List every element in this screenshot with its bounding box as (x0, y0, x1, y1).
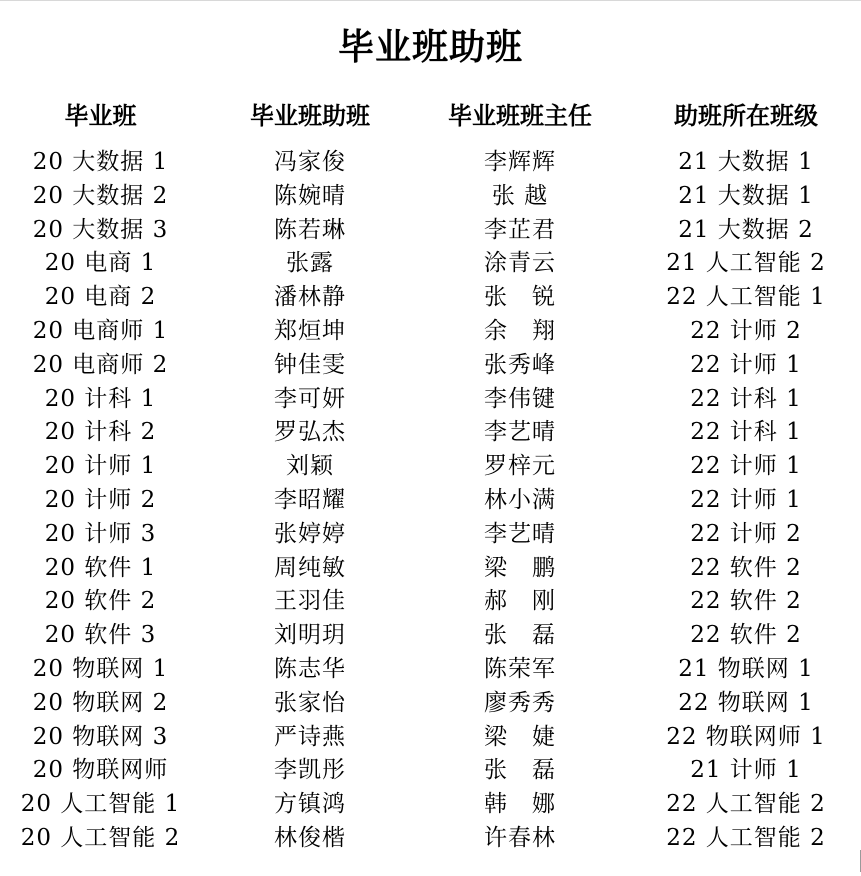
cell-assistant-class: 22 计科 1 (690, 419, 802, 446)
table-header-row (0, 96, 861, 136)
cell-assistant-class: 21 物联网 1 (678, 655, 814, 682)
cell-head-teacher: 李伟键 (484, 385, 556, 412)
cell-assistant-class: 21 大数据 1 (678, 182, 814, 209)
cell-head-teacher: 张秀峰 (484, 351, 556, 378)
table-row (0, 416, 861, 450)
cell-assistant-class: 21 计师 1 (690, 757, 802, 784)
table-row (0, 383, 861, 417)
table-row (0, 653, 861, 687)
cell-assistant-class: 21 大数据 1 (678, 149, 814, 175)
table-row (0, 247, 861, 281)
cell-head-teacher: 李辉辉 (484, 149, 556, 175)
cell-assistant: 严诗燕 (274, 723, 346, 750)
cell-graduating-class: 20 物联网 2 (32, 689, 169, 716)
cell-head-teacher: 涂青云 (484, 250, 556, 277)
cell-head-teacher: 陈荣军 (484, 655, 556, 682)
table-row (0, 687, 861, 721)
cell-assistant: 李凯彤 (274, 757, 346, 784)
cell-assistant-class: 21 大数据 2 (678, 216, 814, 243)
cell-head-teacher: 张 锐 (484, 284, 556, 311)
cell-assistant: 陈婉晴 (274, 182, 346, 209)
cell-head-teacher: 李艺晴 (484, 419, 556, 446)
cell-assistant-class: 22 计师 1 (690, 351, 802, 378)
cell-graduating-class: 20 电商师 2 (32, 351, 169, 378)
table-row (0, 450, 861, 484)
cell-assistant: 罗弘杰 (274, 419, 346, 446)
cell-assistant-class: 22 计师 1 (690, 453, 802, 480)
table-row (0, 585, 861, 619)
cell-assistant-class: 22 软件 2 (690, 588, 802, 615)
cell-assistant: 钟佳雯 (274, 351, 346, 378)
cell-assistant-class: 22 计师 1 (690, 486, 802, 513)
cell-assistant: 陈若琳 (274, 216, 346, 243)
cell-assistant: 陈志华 (274, 655, 346, 682)
cell-graduating-class: 20 大数据 3 (32, 216, 169, 243)
cell-graduating-class: 20 电商 2 (44, 284, 157, 311)
table-row (0, 146, 861, 180)
cell-assistant: 刘颖 (286, 453, 334, 480)
table-row (0, 552, 861, 586)
cell-head-teacher: 梁 鹏 (484, 554, 556, 581)
cell-assistant: 郑烜坤 (274, 317, 346, 344)
table-row (0, 518, 861, 552)
cell-assistant-class: 22 人工智能 2 (666, 824, 826, 851)
cell-graduating-class: 20 人工智能 2 (20, 824, 181, 851)
cell-assistant: 刘明玥 (274, 622, 346, 649)
cell-assistant-class: 22 物联网师 1 (666, 723, 826, 750)
cell-assistant: 李可妍 (274, 385, 346, 412)
header-assistant: 毕业班助班 (250, 101, 370, 130)
cell-assistant-class: 22 软件 2 (690, 554, 802, 581)
cell-graduating-class: 20 计科 2 (44, 419, 157, 446)
cell-assistant-class: 22 计师 2 (690, 520, 802, 547)
table-row (0, 315, 861, 349)
cell-graduating-class: 20 计师 3 (44, 520, 157, 547)
cell-graduating-class: 20 电商 1 (44, 250, 157, 277)
table-row (0, 822, 861, 856)
header-head-teacher: 毕业班班主任 (448, 101, 592, 130)
table-row (0, 484, 861, 518)
cell-assistant: 李昭耀 (274, 486, 346, 513)
cell-assistant: 冯家俊 (274, 149, 346, 175)
cell-head-teacher: 韩 娜 (484, 791, 556, 818)
cell-assistant: 方镇鸿 (274, 791, 346, 818)
cell-assistant: 张露 (286, 250, 334, 277)
table-row (0, 281, 861, 315)
header-graduating-class: 毕业班 (64, 101, 137, 130)
cell-head-teacher: 张 磊 (484, 757, 556, 784)
cell-assistant-class: 22 软件 2 (690, 622, 802, 649)
cell-assistant: 周纯敏 (274, 554, 346, 581)
table-row (0, 180, 861, 214)
cell-graduating-class: 20 物联网 1 (32, 655, 169, 682)
cell-graduating-class: 20 计师 2 (44, 486, 157, 513)
cell-graduating-class: 20 软件 3 (44, 622, 157, 649)
document-title: 毕业班助班 (337, 26, 523, 68)
cell-graduating-class: 20 软件 2 (44, 588, 157, 615)
cell-graduating-class: 20 人工智能 1 (20, 791, 181, 818)
cell-assistant-class: 21 人工智能 2 (666, 250, 826, 277)
cell-graduating-class: 20 软件 1 (44, 554, 157, 581)
table-row (0, 214, 861, 248)
cell-assistant: 张家怡 (274, 689, 346, 716)
header-assistant-class: 助班所在班级 (674, 101, 818, 130)
cell-assistant-class: 22 人工智能 2 (666, 791, 826, 818)
cell-head-teacher: 张 磊 (484, 622, 556, 649)
cell-graduating-class: 20 计科 1 (44, 385, 157, 412)
cell-assistant: 张婷婷 (274, 520, 346, 547)
table-row (0, 619, 861, 653)
cell-graduating-class: 20 大数据 1 (32, 149, 169, 175)
cell-assistant-class: 22 计师 2 (690, 317, 802, 344)
table-body (0, 146, 861, 856)
table-row (0, 721, 861, 755)
table-row (0, 754, 861, 788)
cell-head-teacher: 廖秀秀 (484, 689, 556, 716)
cell-assistant-class: 22 计科 1 (690, 385, 802, 412)
cell-head-teacher: 郝 刚 (484, 588, 556, 615)
cell-head-teacher: 李芷君 (484, 216, 556, 243)
cell-head-teacher: 余 翔 (484, 317, 556, 344)
cell-graduating-class: 20 大数据 2 (32, 182, 169, 209)
cell-head-teacher: 许春林 (484, 824, 556, 851)
cell-graduating-class: 20 物联网师 (32, 757, 169, 784)
cell-graduating-class: 20 计师 1 (44, 453, 157, 480)
cell-assistant: 林俊楷 (274, 824, 346, 851)
cell-head-teacher: 李艺晴 (484, 520, 556, 547)
page-top-border (0, 0, 861, 1)
cell-head-teacher: 张 越 (491, 182, 549, 209)
cell-graduating-class: 20 电商师 1 (32, 317, 169, 344)
cell-assistant: 王羽佳 (274, 588, 346, 615)
cell-assistant: 潘林静 (274, 284, 346, 311)
cell-head-teacher: 林小满 (484, 486, 556, 513)
cell-assistant-class: 22 人工智能 1 (666, 284, 826, 311)
cell-head-teacher: 罗梓元 (484, 453, 556, 480)
cell-graduating-class: 20 物联网 3 (32, 723, 169, 750)
table-row (0, 788, 861, 822)
cell-assistant-class: 22 物联网 1 (678, 689, 814, 716)
cell-head-teacher: 梁 婕 (484, 723, 556, 750)
table-row (0, 349, 861, 383)
